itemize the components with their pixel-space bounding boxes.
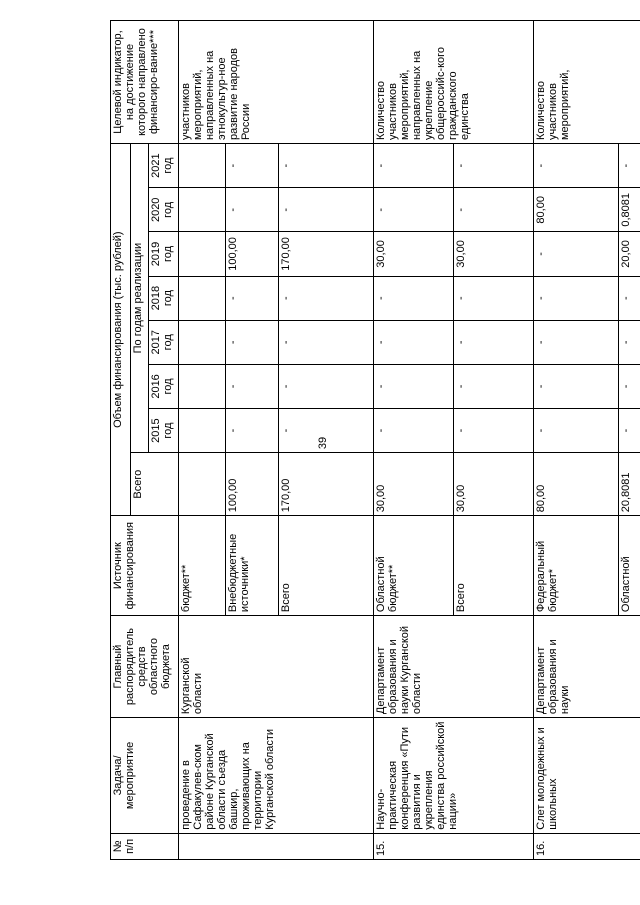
cell-value: -	[226, 144, 279, 188]
cell-target: Количество участников мероприятий,	[534, 21, 640, 144]
cell-value	[179, 188, 226, 232]
cell-value	[179, 232, 226, 276]
header-num: № п/п	[111, 833, 179, 859]
cell-value: 100,00	[226, 232, 279, 276]
table-row	[179, 21, 226, 860]
cell-num	[179, 833, 374, 859]
cell-value: 170,00	[279, 232, 373, 276]
cell-value: -	[453, 144, 533, 188]
cell-value: -	[534, 364, 619, 408]
cell-total: 100,00	[226, 453, 279, 516]
cell-num: 16.	[534, 833, 640, 859]
cell-total	[179, 453, 226, 516]
cell-value	[179, 144, 226, 188]
cell-source: Областной бюджет**	[373, 516, 453, 616]
cell-total: 30,00	[453, 453, 533, 516]
cell-task: Научно-практическая конференция «Пути развития и укрепления единства российской нации»	[373, 718, 534, 834]
header-total: Всего	[131, 453, 179, 516]
cell-value	[179, 276, 226, 320]
header-year: 2017 год	[149, 320, 179, 364]
cell-value: -	[534, 276, 619, 320]
cell-distributor: Департамент образования и науки	[534, 616, 640, 718]
cell-source: бюджет**	[179, 516, 226, 616]
cell-value: -	[279, 409, 373, 453]
cell-value: -	[373, 188, 453, 232]
header-source: Источник финансирования	[111, 516, 179, 616]
cell-value: -	[619, 364, 640, 408]
cell-value: -	[279, 188, 373, 232]
cell-value: -	[279, 364, 373, 408]
financing-table	[110, 20, 640, 860]
cell-value: -	[453, 276, 533, 320]
cell-value	[179, 409, 226, 453]
cell-value: -	[373, 364, 453, 408]
cell-total: 30,00	[373, 453, 453, 516]
cell-value: -	[619, 144, 640, 188]
cell-value: -	[373, 144, 453, 188]
page-number: 39	[317, 436, 329, 450]
cell-num: 15.	[373, 833, 534, 859]
header-year: 2020 год	[149, 188, 179, 232]
cell-value	[179, 364, 226, 408]
header-year: 2018 год	[149, 276, 179, 320]
header-task: Задача/ мероприятие	[111, 718, 179, 834]
header-year: 2016 год	[149, 364, 179, 408]
cell-value: -	[373, 276, 453, 320]
header-year: 2021 год	[149, 144, 179, 188]
table-row	[534, 21, 619, 860]
header-volume: Объем финансирования (тыс. рублей)	[111, 144, 131, 516]
cell-value: -	[373, 409, 453, 453]
rotated-table-wrapper	[110, 20, 640, 860]
cell-value: 80,00	[534, 188, 619, 232]
header-target: Целевой индикатор, на достижение которого направлено финансиро-вание***	[111, 21, 179, 144]
cell-total: 80,00	[534, 453, 619, 516]
cell-task: проведение в Сафакулев-ском районе Курганской области съезда башкир, проживающих на территории Курганской области	[179, 718, 374, 834]
cell-source: Всего	[279, 516, 373, 616]
cell-value: 30,00	[373, 232, 453, 276]
cell-value: -	[279, 144, 373, 188]
cell-value: -	[619, 276, 640, 320]
cell-value: 20,00	[619, 232, 640, 276]
cell-target: участников мероприятий, направленных на этнокультур-ное развитие народов России	[179, 21, 374, 144]
cell-value: -	[534, 409, 619, 453]
cell-value: -	[453, 320, 533, 364]
cell-value: -	[226, 364, 279, 408]
cell-value: -	[279, 320, 373, 364]
table-row	[373, 21, 453, 860]
cell-value: -	[226, 188, 279, 232]
header-year: 2015 год	[149, 409, 179, 453]
header-distributor: Главный распорядитель средств областного бюджета	[111, 616, 179, 718]
cell-value: -	[534, 320, 619, 364]
cell-value	[179, 320, 226, 364]
cell-total: 20,8081	[619, 453, 640, 516]
header-by-years: По годам реализации	[131, 144, 149, 453]
cell-source: Федеральный бюджет*	[534, 516, 619, 616]
cell-value: -	[619, 409, 640, 453]
cell-value: -	[619, 320, 640, 364]
cell-distributor: Департамент образования и науки Курганской области	[373, 616, 534, 718]
cell-target: Количество участников мероприятий, направленных на укрепление общероссийс-кого гражданского единства	[373, 21, 534, 144]
cell-value: -	[453, 364, 533, 408]
cell-value: -	[534, 144, 619, 188]
cell-value: -	[453, 188, 533, 232]
cell-value: 30,00	[453, 232, 533, 276]
cell-value: -	[453, 409, 533, 453]
header-year: 2019 год	[149, 232, 179, 276]
cell-source: Всего	[453, 516, 533, 616]
cell-value: -	[534, 232, 619, 276]
cell-value: -	[226, 320, 279, 364]
cell-distributor: Курганской области	[179, 616, 374, 718]
cell-value: -	[226, 409, 279, 453]
cell-source: Внебюджетные источники*	[226, 516, 279, 616]
cell-total: 170,00	[279, 453, 373, 516]
cell-value: -	[279, 276, 373, 320]
cell-value: -	[226, 276, 279, 320]
cell-value: -	[373, 320, 453, 364]
cell-source: Областной	[619, 516, 640, 616]
cell-value: 0,8081	[619, 188, 640, 232]
cell-task: Слет молодежных и школьных	[534, 718, 640, 834]
